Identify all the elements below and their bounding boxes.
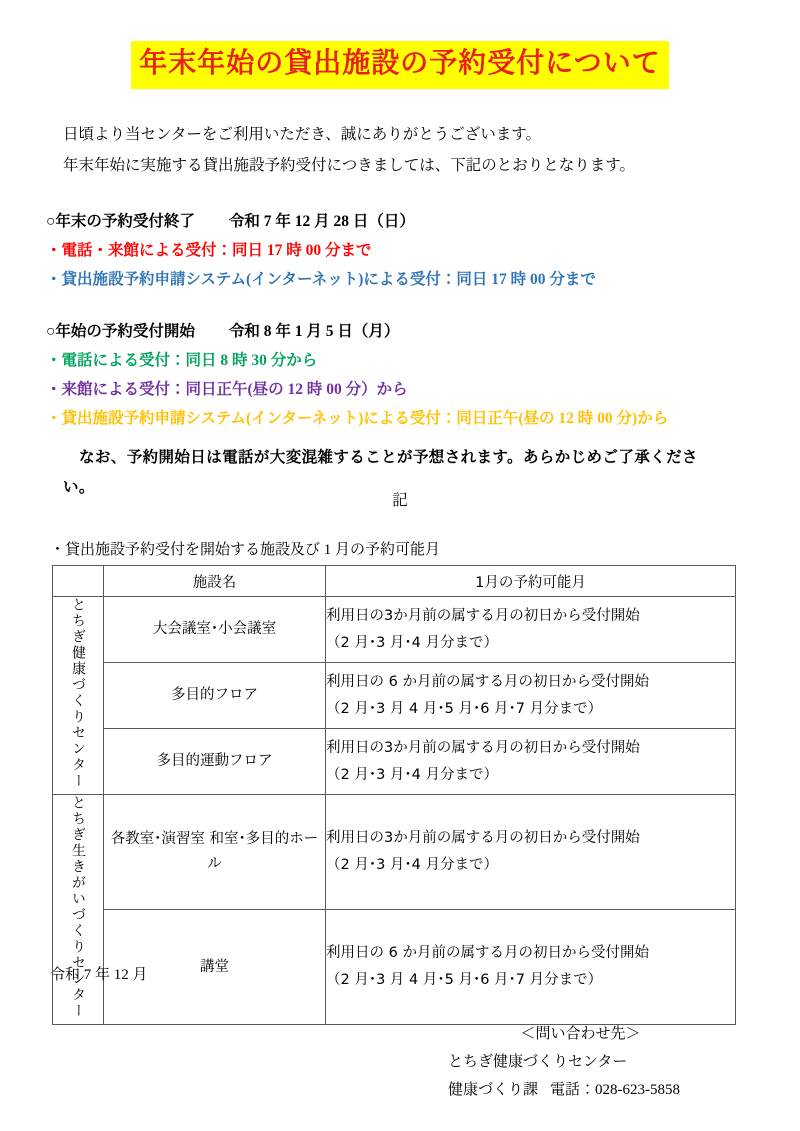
note-line-2: い。 — [63, 479, 95, 496]
table-cell-description — [326, 910, 736, 1025]
contact-phone: 電話：028-623-5858 — [550, 1082, 681, 1098]
table-header-months: 1月の予約可能月 — [326, 566, 736, 597]
table-cell-facility: 多目的フロア — [104, 663, 326, 729]
bullet-newyear-phone: ・電話による受付：同日 8 時 30 分から — [46, 352, 318, 369]
desc-line-2: （2 月･3 月･4 月分まで） — [326, 766, 499, 783]
intro-paragraph — [63, 119, 753, 181]
table-cell-description — [326, 729, 736, 795]
table-cell-facility: 多目的運動フロア — [104, 729, 326, 795]
intro-line-1: 日頃より当センターをご利用いただき、誠にありがとうございます。 — [63, 126, 542, 143]
table-header-group — [53, 566, 104, 597]
section-year-end-heading — [46, 208, 766, 236]
bullet-yearend-phone-visit: ・電話・来館による受付：同日 17 時 00 分まで — [46, 242, 372, 259]
desc-line-1: 利用日の3か月前の属する月の初日から受付開始 — [326, 607, 640, 624]
contact-organization: とちぎ健康づくりセンター — [448, 1054, 628, 1070]
table-group-label-ikigai-text: とちぎ生きがいづくりセンター — [70, 795, 86, 1019]
ki-label: 記 — [392, 492, 408, 509]
table-row — [53, 729, 736, 795]
table-header-row — [53, 566, 736, 597]
section-new-year-heading-date: 令和 8 年 1 月 5 日（月） — [228, 323, 400, 340]
footer-date: 令和 7 年 12 月 — [50, 967, 148, 983]
desc-line-1: 利用日の 6 か月前の属する月の初日から受付開始 — [326, 945, 649, 961]
facility-line-2: 和室･多目的ホール — [207, 831, 319, 872]
section-new-year-heading — [46, 318, 766, 346]
section-year-end — [46, 208, 766, 294]
intro-line-2: 年末年始に実施する貸出施設予約受付につきましては、下記のとおりとなります。 — [63, 157, 635, 174]
table-cell-facility — [104, 795, 326, 910]
bullet-newyear-online-system: ・貸出施設予約申請システム(インターネット)による受付：同日正午(昼の 12 時 00 分)から — [46, 410, 669, 427]
bullet-yearend-online-system: ・貸出施設予約申請システム(インターネット)による受付：同日 17 時 00 分まで — [46, 271, 596, 288]
contact-header: ＜問い合わせ先＞ — [520, 1026, 641, 1042]
contact-department-phone — [448, 1076, 768, 1104]
table-cell-facility: 大会議室･小会議室 — [104, 597, 326, 663]
desc-line-2: （2 月･3 月･4 月分まで） — [326, 857, 499, 873]
desc-line-2: （2 月･3 月･4 月分まで） — [326, 634, 499, 651]
table-group-label-kenko — [53, 597, 104, 795]
table-group-label-ikigai — [53, 795, 104, 1025]
table-cell-description — [326, 795, 736, 910]
desc-line-2: （2 月･3 月 4 月･5 月･6 月･7 月分まで） — [326, 972, 603, 988]
table-cell-description — [326, 597, 736, 663]
facilities-table — [52, 565, 736, 1025]
section-year-end-heading-label: ○年末の予約受付終了 — [46, 213, 195, 230]
table-cell-facility: 講堂 — [104, 910, 326, 1025]
table-row — [53, 795, 736, 910]
table-row — [53, 597, 736, 663]
desc-line-1: 利用日の3か月前の属する月の初日から受付開始 — [326, 739, 640, 756]
table-row — [53, 663, 736, 729]
section-new-year-heading-label: ○年始の予約受付開始 — [46, 323, 195, 340]
note-line-1 — [63, 443, 753, 473]
table-header-facility: 施設名 — [104, 566, 326, 597]
note-line-1-text: なお、予約開始日は電話が大変混雑することが予想されます。あらかじめご了承くださ — [79, 449, 698, 466]
table-cell-description — [326, 663, 736, 729]
bullet-newyear-visit: ・来館による受付：同日正午(昼の 12 時 00 分）から — [46, 381, 408, 398]
page-title-container — [0, 41, 800, 89]
section-year-end-heading-date: 令和 7 年 12 月 28 日（日） — [228, 213, 415, 230]
contact-department: 健康づくり課 — [448, 1082, 539, 1098]
desc-line-2: （2 月･3 月 4 月･5 月･6 月･7 月分まで） — [326, 700, 603, 717]
desc-line-1: 利用日の3か月前の属する月の初日から受付開始 — [326, 830, 640, 846]
table-row — [53, 910, 736, 1025]
table-intro-line: ・貸出施設予約受付を開始する施設及び 1 月の予約可能月 — [50, 542, 441, 558]
facility-line-1: 各教室･演習室 — [110, 831, 205, 847]
contact-block — [448, 1020, 768, 1104]
desc-line-1: 利用日の 6 か月前の属する月の初日から受付開始 — [326, 673, 649, 690]
page-title: 年末年始の貸出施設の予約受付について — [131, 41, 668, 89]
section-new-year — [46, 318, 766, 433]
table-group-label-kenko-text: とちぎ健康づくりセンター — [70, 597, 86, 789]
